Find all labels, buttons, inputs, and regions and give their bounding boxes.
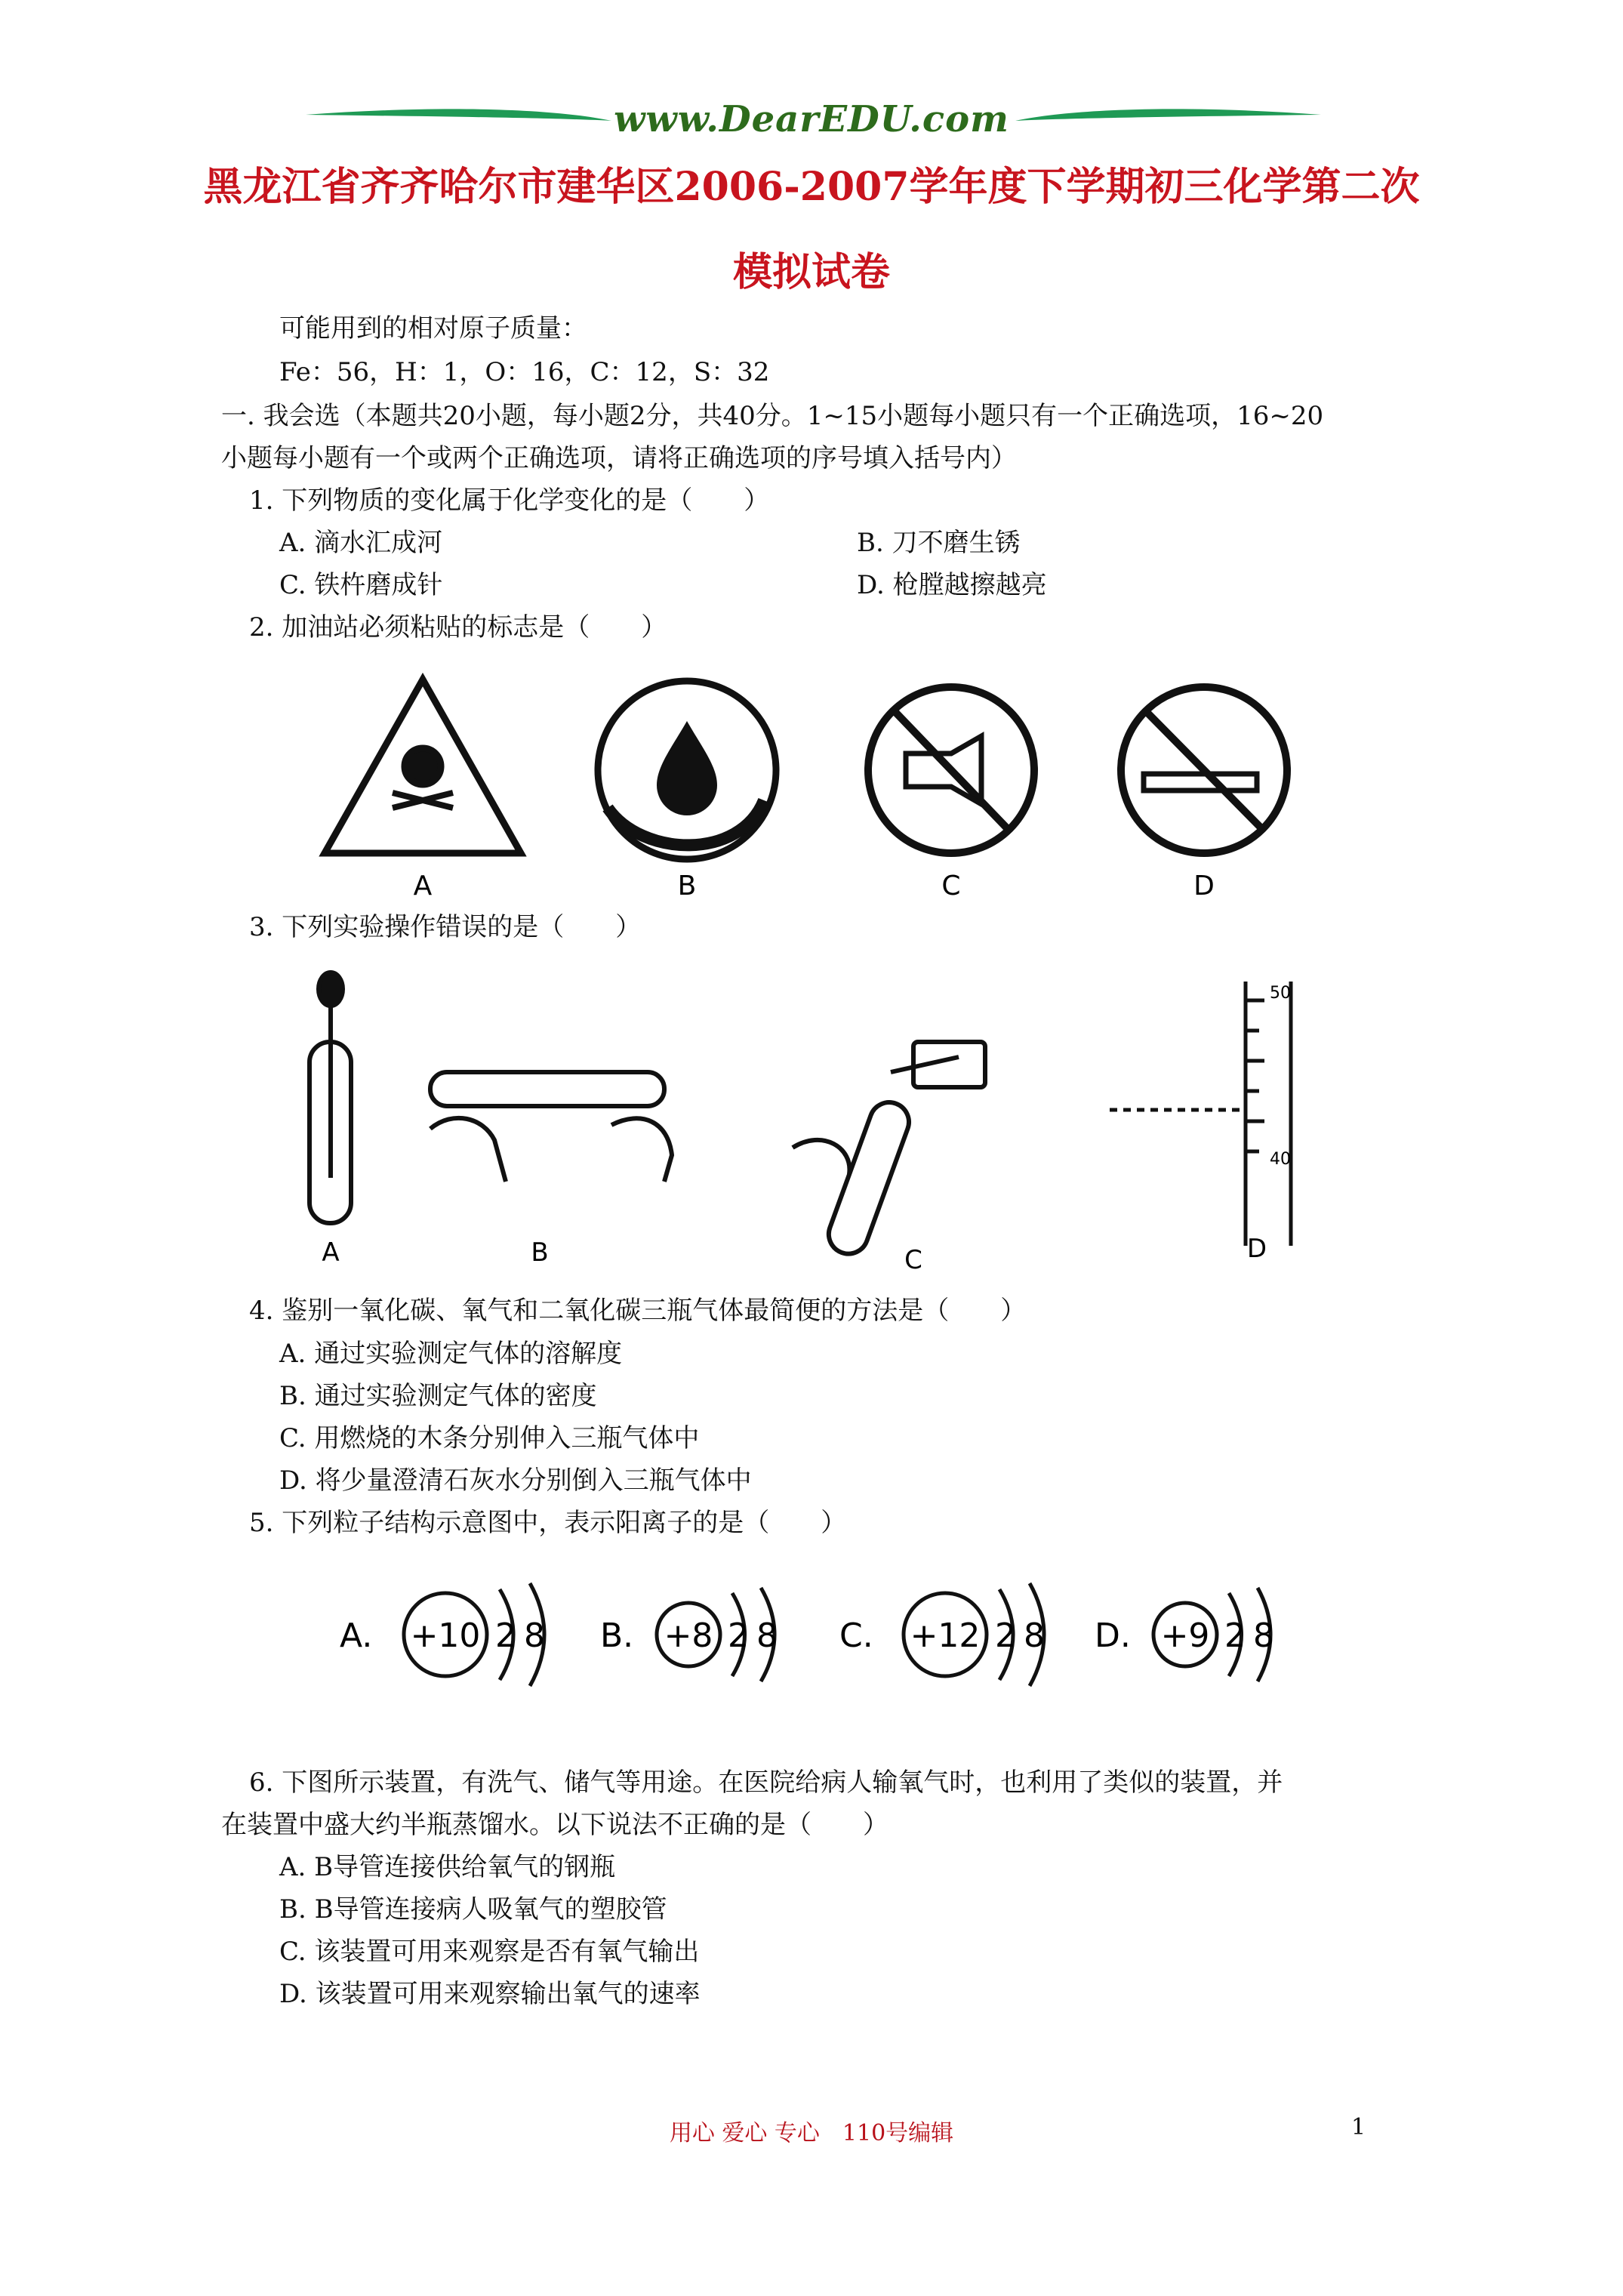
q3-label-c: C (904, 1245, 922, 1275)
q3-lab-operations-figure (294, 966, 1351, 1276)
q6-option-d: D. 该装置可用来观察输出氧气的速率 (279, 1979, 701, 2009)
sign-d-no-smoking-icon (1121, 687, 1287, 853)
page-title: 黑龙江省齐齐哈尔市建华区2006-2007学年度下学期初三化学第二次 (203, 164, 1420, 210)
particle-d-shell-1: 2 (1224, 1616, 1246, 1655)
q6-option-a: A. B导管连接供给氧气的钢瓶 (279, 1852, 616, 1882)
q5-stem: 5. 下列粒子结构示意图中，表示阳离子的是（ ） (249, 1508, 847, 1538)
q6-option-c: C. 该装置可用来观察是否有氧气输出 (279, 1937, 700, 1967)
q4-option-d: D. 将少量澄清石灰水分别倒入三瓶气体中 (279, 1465, 752, 1496)
particle-c-label: C. (839, 1616, 873, 1655)
q6-stem-cont: 在装置中盛大约半瓶蒸馏水。以下说法不正确的是（ ） (221, 1810, 888, 1840)
cylinder-tick-50: 50 (1270, 984, 1291, 1003)
q4-stem: 4. 鉴别一氧化碳、氧气和二氧化碳三瓶气体最简便的方法是（ ） (249, 1296, 1027, 1326)
q2-stem: 2. 加油站必须粘贴的标志是（ ） (249, 612, 667, 643)
particle-d-shell-2: 8 (1253, 1616, 1274, 1655)
section-heading: 一. 我会选（本题共20小题，每小题2分，共40分。1~15小题每小题只有一个正确选项，16~20 (221, 401, 1324, 431)
particle-a-shell-1: 2 (495, 1616, 516, 1655)
q6-stem: 6. 下图所示装置，有洗气、储气等用途。在医院给病人输氧气时，也利用了类似的装置，并 (249, 1767, 1283, 1798)
q2-label-a: A (413, 871, 433, 901)
q2-label-b: B (677, 871, 697, 901)
q3-c-pouring-liquid (793, 1042, 985, 1259)
sign-c-no-horn-icon (868, 687, 1034, 853)
particle-d-label: D. (1095, 1616, 1131, 1655)
particle-c-nucleus: +12 (910, 1616, 981, 1655)
sign-b-oil-drop-icon (598, 681, 776, 859)
cylinder-tick-40: 40 (1270, 1150, 1291, 1169)
particle-b-shell-2: 8 (756, 1616, 778, 1655)
q1-option-a: A. 滴水汇成河 (279, 528, 443, 558)
section-heading-cont: 小题每小题有一个或两个正确选项，请将正确选项的序号填入括号内） (221, 443, 1017, 473)
particle-b-label: B. (600, 1616, 634, 1655)
q5-particle-diagrams (332, 1574, 1283, 1695)
q4-option-a: A. 通过实验测定气体的溶解度 (279, 1339, 623, 1369)
q3-stem: 3. 下列实验操作错误的是（ ） (249, 912, 642, 942)
atomic-mass-label: 可能用到的相对原子质量： (279, 313, 587, 344)
q3-d-graduated-cylinder (1110, 982, 1291, 1246)
particle-a-shell-2: 8 (524, 1616, 545, 1655)
q3-b-heating-tube (430, 1072, 672, 1182)
q2-label-d: D (1193, 871, 1215, 901)
page-number: 1 (1351, 2114, 1366, 2140)
particle-c-shell-1: 2 (995, 1616, 1016, 1655)
q1-option-d: D. 枪膛越擦越亮 (857, 570, 1047, 600)
q3-label-d: D (1246, 1234, 1267, 1264)
q1-option-b: B. 刀不磨生锈 (857, 528, 1021, 558)
q4-option-b: B. 通过实验测定气体的密度 (279, 1381, 597, 1411)
q1-stem: 1. 下列物质的变化属于化学变化的是（ ） (249, 485, 770, 516)
sign-a-poison-icon (325, 680, 521, 853)
particle-b-nucleus: +8 (664, 1616, 713, 1655)
q3-a-dropper-test-tube (310, 972, 351, 1223)
q3-label-b: B (531, 1237, 549, 1268)
particle-a-label: A. (340, 1616, 373, 1655)
page-footer: 用心 爱心 专心 110号编辑 (669, 2120, 954, 2147)
page-subtitle: 模拟试卷 (732, 249, 890, 295)
q2-label-c: C (941, 871, 961, 901)
q2-sign-figure (302, 664, 1321, 906)
particle-a-nucleus: +10 (410, 1616, 481, 1655)
particle-c-shell-2: 8 (1024, 1616, 1045, 1655)
site-url: www.DearEDU.com (614, 98, 1009, 140)
particle-b-shell-1: 2 (728, 1616, 749, 1655)
atomic-mass-values: Fe：56，H：1，O：16，C：12，S：32 (279, 357, 770, 387)
q3-label-a: A (322, 1237, 340, 1268)
q1-option-c: C. 铁杵磨成针 (279, 570, 443, 600)
q6-option-b: B. B导管连接病人吸氧气的塑胶管 (279, 1894, 667, 1925)
particle-d-nucleus: +9 (1160, 1616, 1210, 1655)
q4-option-c: C. 用燃烧的木条分别伸入三瓶气体中 (279, 1423, 700, 1453)
